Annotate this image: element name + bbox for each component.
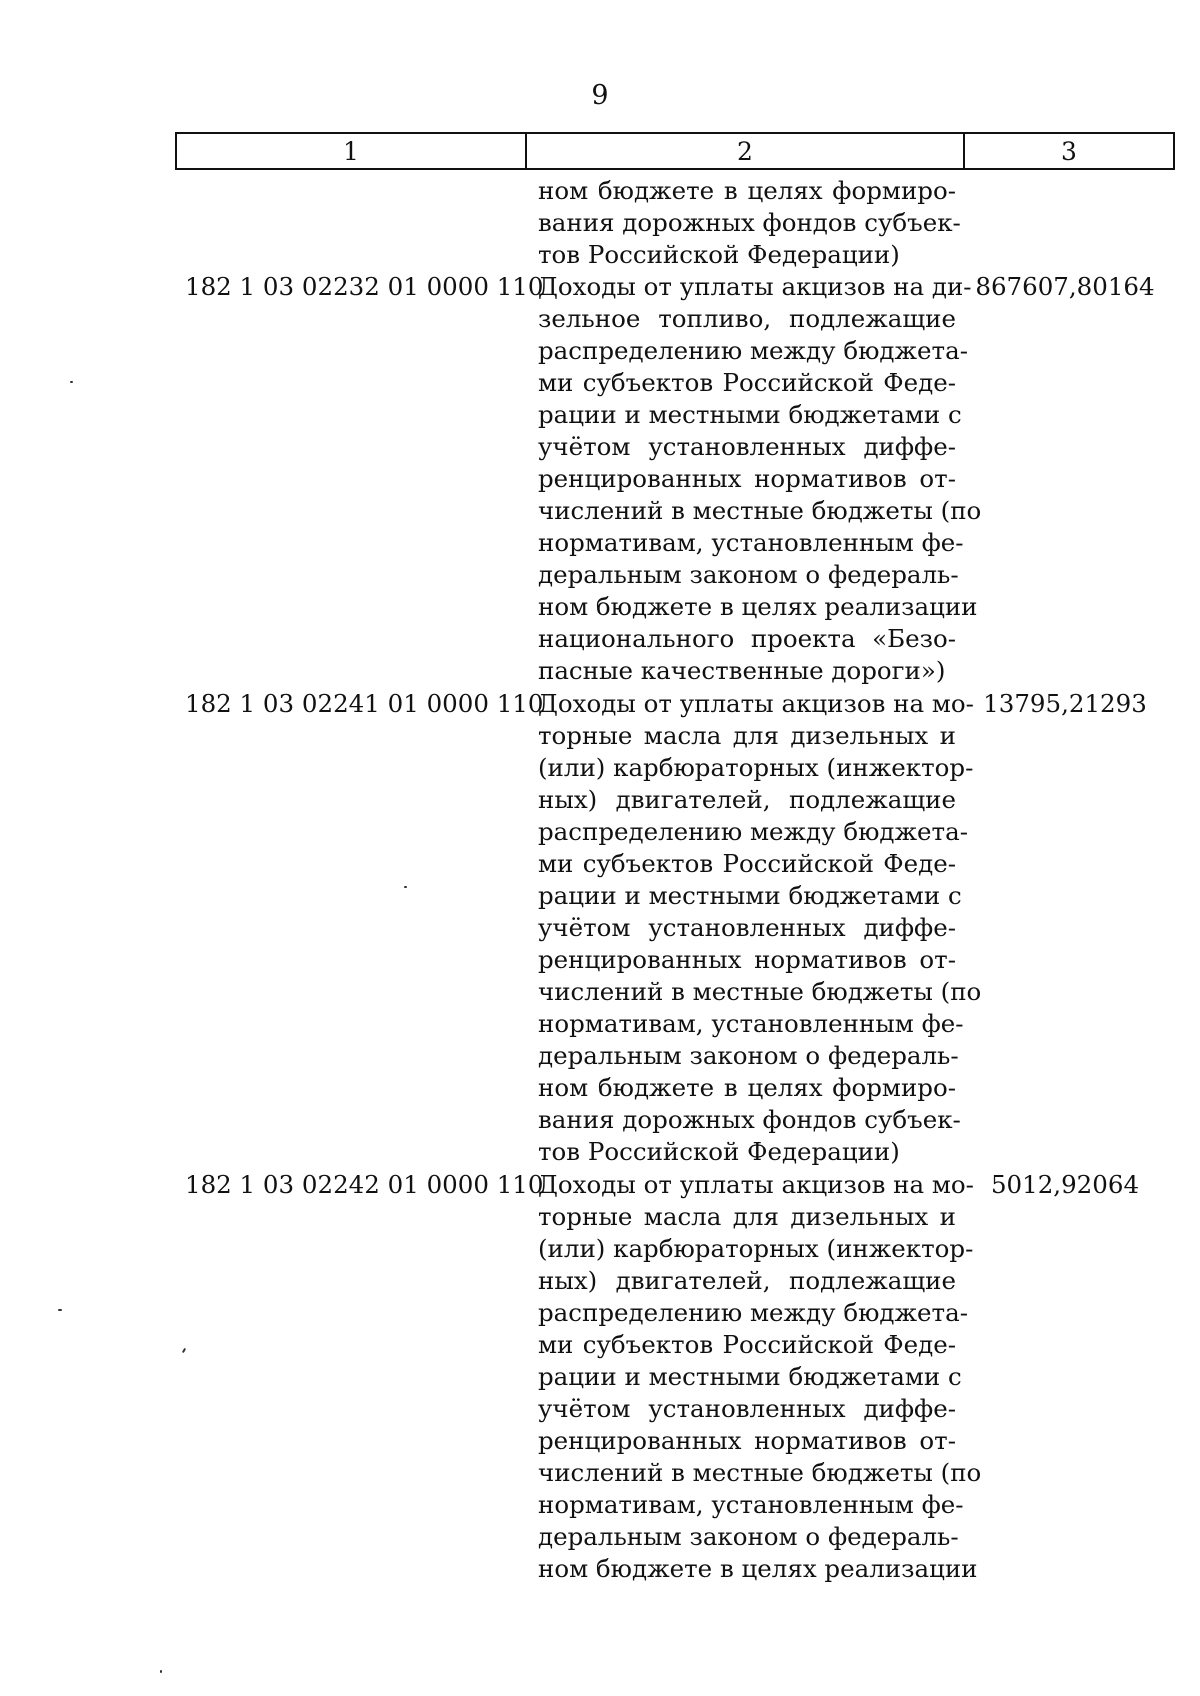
page-number: 9 — [591, 80, 609, 111]
description-line: распределению между бюджета- — [538, 1298, 968, 1327]
description-line: ном бюджете в целях формиро- — [538, 176, 956, 205]
scan-speck — [182, 1348, 186, 1353]
description-line: рации и местными бюджетами с — [538, 881, 962, 910]
description-line: (или) карбюраторных (инжектор- — [538, 753, 974, 782]
description-line: нормативам, установленным фе- — [538, 1490, 964, 1519]
scan-speck — [404, 886, 407, 888]
description-line: Доходы от уплаты акцизов на мо- — [538, 1170, 974, 1199]
description-line: деральным законом о федераль- — [538, 1522, 959, 1551]
scan-speck — [160, 1670, 162, 1673]
row-code: 182 1 03 02232 01 0000 110 — [185, 272, 544, 301]
description-line: рации и местными бюджетами с — [538, 1362, 962, 1391]
description-line: вания дорожных фондов субъек- — [538, 208, 961, 237]
row-description — [538, 688, 982, 1168]
scan-speck — [70, 381, 73, 383]
row-code: 182 1 03 02242 01 0000 110 — [185, 1170, 544, 1199]
description-line: ных) двигателей, подлежащие — [538, 1266, 956, 1295]
row-amount: 13795,21293 — [983, 689, 1147, 718]
description-line: ми субъектов Российской Феде- — [538, 849, 956, 878]
description-line: числений в местные бюджеты (по — [538, 1458, 982, 1487]
description-line: учётом установленных диффе- — [538, 1394, 956, 1423]
description-line: пасные качественные дороги») — [538, 656, 946, 685]
description-line: Доходы от уплаты акцизов на мо- — [538, 689, 974, 718]
row-description — [538, 271, 982, 687]
description-line: ми субъектов Российской Феде- — [538, 1330, 956, 1359]
description-line: торные масла для дизельных и — [538, 1202, 956, 1231]
row-amount: 867607,80164 — [975, 272, 1155, 301]
description-line: (или) карбюраторных (инжектор- — [538, 1234, 974, 1263]
description-line: числений в местные бюджеты (по — [538, 496, 982, 525]
description-line: ных) двигателей, подлежащие — [538, 785, 956, 814]
description-line: тов Российской Федерации) — [538, 240, 900, 269]
description-line: учётом установленных диффе- — [538, 432, 956, 461]
description-line: торные масла для дизельных и — [538, 721, 956, 750]
description-line: нормативам, установленным фе- — [538, 528, 964, 557]
header-col-1: 1 — [177, 134, 527, 168]
description-line: ном бюджете в целях формиро- — [538, 1073, 956, 1102]
table-header — [175, 132, 1175, 170]
scan-speck — [58, 1309, 62, 1311]
description-line: нормативам, установленным фе- — [538, 1009, 964, 1038]
description-line: распределению между бюджета- — [538, 817, 968, 846]
description-line: ми субъектов Российской Феде- — [538, 368, 956, 397]
description-line: рации и местными бюджетами с — [538, 400, 962, 429]
header-col-3: 3 — [1061, 136, 1077, 166]
description-line: деральным законом о федераль- — [538, 1041, 959, 1070]
description-line: тов Российской Федерации) — [538, 1137, 900, 1166]
header-col-2: 2 — [527, 134, 965, 168]
description-line: ренцированных нормативов от- — [538, 1426, 956, 1455]
description-line: ном бюджете в целях реализации — [538, 592, 978, 621]
description-line: деральным законом о федераль- — [538, 560, 959, 589]
row-description — [538, 175, 961, 271]
description-line: числений в местные бюджеты (по — [538, 977, 982, 1006]
description-line: Доходы от уплаты акцизов на ди- — [538, 272, 972, 301]
row-amount: 5012,92064 — [990, 1170, 1140, 1199]
description-line: ренцированных нормативов от- — [538, 945, 956, 974]
row-code: 182 1 03 02241 01 0000 110 — [185, 689, 544, 718]
description-line: учётом установленных диффе- — [538, 913, 956, 942]
description-line: зельное топливо, подлежащие — [538, 304, 956, 333]
description-line: ренцированных нормативов от- — [538, 464, 956, 493]
description-line: распределению между бюджета- — [538, 336, 968, 365]
description-line: национального проекта «Безо- — [538, 624, 956, 653]
description-line: вания дорожных фондов субъек- — [538, 1105, 961, 1134]
description-line: ном бюджете в целях реализации — [538, 1554, 978, 1583]
row-description — [538, 1169, 982, 1585]
